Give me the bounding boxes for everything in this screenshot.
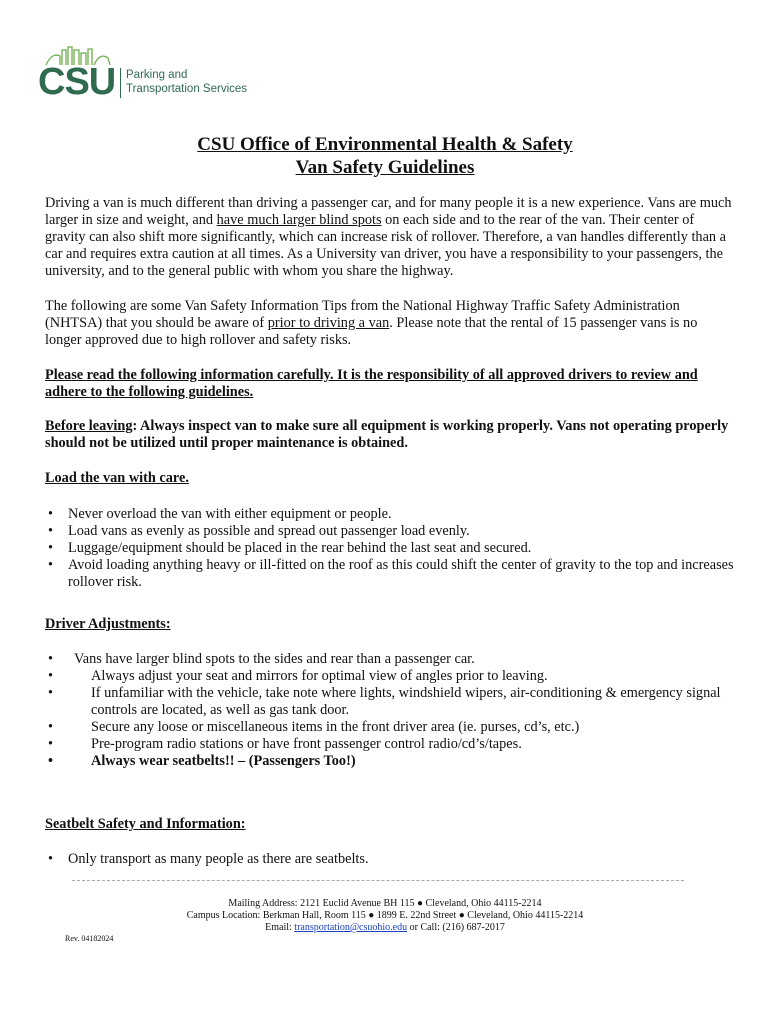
logo-department: [126, 68, 247, 96]
document-title-line-2: Van Safety Guidelines: [295, 157, 475, 178]
list-item: • Vans have larger blind spots to the sides and rear than a passenger car.: [45, 651, 735, 668]
list-item: • If unfamiliar with the vehicle, take note where lights, windshield wipers, air-conditioning & emergency signal controls are located, as well as gas tank door.: [45, 685, 735, 719]
revision-number: Rev. 04182024: [65, 934, 114, 943]
seatbelt-heading: Seatbelt Safety and Information:: [45, 816, 246, 832]
seatbelt-list: [45, 851, 735, 868]
intro-paragraph-1: [45, 195, 735, 280]
intro-p1-text-b: on each side and to the rear of the van. Their center of gravity can also shift more significantly, which can increase risk of rollover. Therefore, a van handles differently than a car and requires extra caution at all times. As a University van driver, you have a responsibility to your passengers, the university, and to the general public with whom you share the highway.: [45, 212, 726, 279]
list-item: • Luggage/equipment should be placed in the rear behind the last seat and secured.: [45, 540, 735, 557]
footer-email-link[interactable]: transportation@csuohio.edu: [294, 922, 408, 933]
csu-logo: [36, 44, 276, 104]
list-item: • Only transport as many people as there are seatbelts.: [45, 851, 735, 868]
list-item: • Never overload the van with either equipment or people.: [45, 506, 735, 523]
list-item: • Load vans as evenly as possible and spread out passenger load evenly.: [45, 523, 735, 540]
intro-p1-text-a: Driving a van is much different than driving a passenger car, and for many people it is a new experience. Vans are much larger in size and weight, and: [45, 195, 732, 228]
load-list: [45, 506, 735, 591]
intro-p2-text-b: . Please note that the rental of 15 passenger vans is no longer approved due to high rollover and safety risks.: [45, 315, 698, 348]
list-item: • Secure any loose or miscellaneous items in the front driver area (ie. purses, cd’s, etc.): [45, 719, 735, 736]
footer-phone: or Call: (216) 687-2017: [407, 922, 505, 933]
footer-divider: [72, 880, 684, 881]
intro-p2-emphasis: prior to driving a van: [267, 315, 390, 331]
load-heading: Load the van with care.: [45, 470, 189, 486]
driver-adjustments-heading: Driver Adjustments:: [45, 616, 171, 632]
intro-paragraph-2: [45, 298, 735, 349]
list-item: • Always wear seatbelts!! – (Passengers Too!): [45, 753, 735, 770]
before-leaving-paragraph: [45, 418, 735, 452]
responsibility-notice: Please read the following information carefully. It is the responsibility of all approved drivers to review and adhere to the following guidelines.: [45, 367, 698, 400]
logo-line-2: Transportation Services: [126, 83, 248, 95]
driver-adjustments-list: [45, 651, 735, 770]
logo-csu-text: CSU: [38, 61, 116, 103]
before-leaving-label: Before leaving: [45, 418, 133, 434]
footer-contact: [0, 922, 770, 934]
list-item: • Pre-program radio stations or have front passenger control radio/cd’s/tapes.: [45, 736, 735, 753]
footer-mailing-address: Mailing Address: 2121 Euclid Avenue BH 115 ● Cleveland, Ohio 44115-2214: [228, 898, 542, 909]
logo-line-1: Parking and: [126, 69, 188, 81]
logo-divider: [120, 68, 121, 98]
list-item: • Always adjust your seat and mirrors for optimal view of angles prior to leaving.: [45, 668, 735, 685]
before-leaving-text: : Always inspect van to make sure all equipment is working properly. Vans not operating properly should not be utilized until proper maintenance is obtained.: [45, 418, 729, 451]
document-title-line-1: CSU Office of Environmental Health & Safety: [197, 134, 573, 155]
footer-email-label: Email:: [265, 922, 295, 933]
intro-p1-emphasis: have much larger blind spots: [216, 212, 382, 228]
footer-campus-location: Campus Location: Berkman Hall, Room 115 ● 1899 E. 22nd Street ● Cleveland, Ohio 44115-2214: [186, 910, 584, 921]
list-item: • Avoid loading anything heavy or ill-fitted on the roof as this could shift the center of gravity to the top and increases rollover risk.: [45, 557, 735, 591]
intro-p2-text-a: The following are some Van Safety Information Tips from the National Highway Traffic Safety Administration (NHTSA) that you should be aware of: [45, 298, 680, 331]
